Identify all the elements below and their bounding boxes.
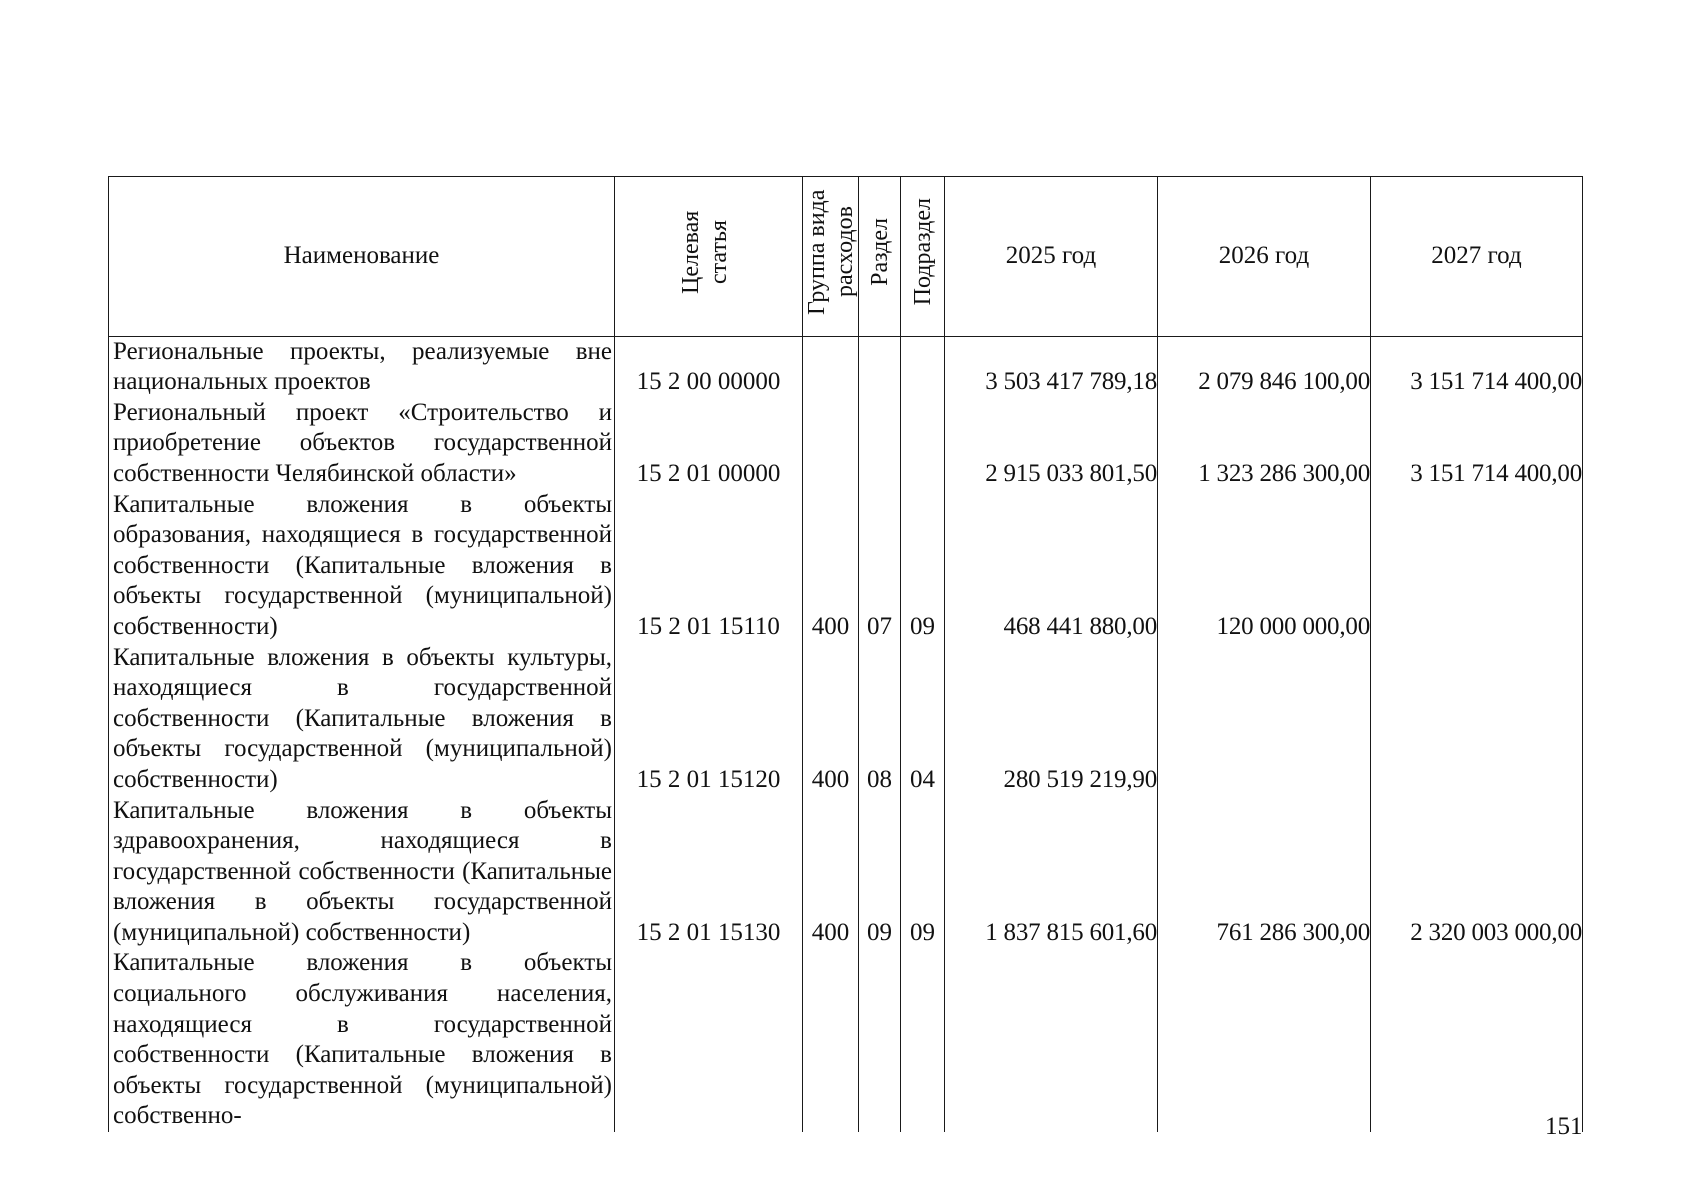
row-subsection [901, 398, 945, 490]
row-target-article [615, 948, 803, 1132]
row-subsection: 09 [901, 796, 945, 949]
row-subsection: 09 [901, 490, 945, 643]
row-amount-2027 [1371, 948, 1583, 1132]
row-name: Капитальные вложения в объекты образования, находящиеся в государственной собственности (Капитальные вложения в объекты государственной (муниципальной) собственности) [109, 490, 615, 643]
row-section [859, 948, 901, 1132]
row-amount-2025: 280 519 219,90 [945, 643, 1158, 796]
row-amount-2025: 2 915 033 801,50 [945, 398, 1158, 490]
row-expense-group [803, 398, 859, 490]
row-name: Капитальные вложения в объекты социального обслуживания населения, находящиеся в государственной собственности (Капитальные вложения в объекты государственной (муниципальной) собственно- [109, 948, 615, 1132]
budget-table [108, 176, 1583, 1132]
row-section: 07 [859, 490, 901, 643]
header-target-article [615, 177, 803, 337]
row-amount-2027 [1371, 490, 1583, 643]
row-amount-2027 [1371, 643, 1583, 796]
row-target-article: 15 2 01 00000 [615, 398, 803, 490]
row-expense-group: 400 [803, 490, 859, 643]
header-2026: 2026 год [1158, 177, 1371, 337]
row-section [859, 336, 901, 398]
row-amount-2027: 2 320 003 000,00 [1371, 796, 1583, 949]
table-row [109, 948, 1583, 1132]
table-row [109, 643, 1583, 796]
header-expense-group-label: Группа вида расходов [804, 189, 858, 315]
row-amount-2026 [1158, 948, 1371, 1132]
row-amount-2026: 761 286 300,00 [1158, 796, 1371, 949]
row-target-article: 15 2 01 15120 [615, 643, 803, 796]
row-target-article: 15 2 01 15110 [615, 490, 803, 643]
header-subsection-label: Подраздел [909, 198, 936, 306]
row-amount-2026: 120 000 000,00 [1158, 490, 1371, 643]
row-section: 09 [859, 796, 901, 949]
row-subsection [901, 948, 945, 1132]
row-section: 08 [859, 643, 901, 796]
row-amount-2026: 2 079 846 100,00 [1158, 336, 1371, 398]
row-subsection: 04 [901, 643, 945, 796]
row-amount-2026: 1 323 286 300,00 [1158, 398, 1371, 490]
page-number: 151 [1545, 1113, 1583, 1140]
row-expense-group: 400 [803, 643, 859, 796]
row-name: Капитальные вложения в объекты здравоохранения, находящиеся в государственной собственности (Капитальные вложения в объекты государственной (муниципальной) собственности) [109, 796, 615, 949]
row-target-article: 15 2 00 00000 [615, 336, 803, 398]
table-header-row [109, 177, 1583, 337]
row-target-article: 15 2 01 15130 [615, 796, 803, 949]
row-name: Региональный проект «Строительство и приобретение объектов государственной собственности Челябинской области» [109, 398, 615, 490]
header-2027: 2027 год [1371, 177, 1583, 337]
row-amount-2026 [1158, 643, 1371, 796]
header-expense-group [803, 177, 859, 337]
row-name: Капитальные вложения в объекты культуры, находящиеся в государственной собственности (Капитальные вложения в объекты государственной (муниципальной) собственности) [109, 643, 615, 796]
header-section [859, 177, 901, 337]
header-target-article-label: Целевая статья [677, 210, 732, 294]
table-row [109, 490, 1583, 643]
table-row [109, 796, 1583, 949]
row-amount-2027: 3 151 714 400,00 [1371, 398, 1583, 490]
header-2025: 2025 год [945, 177, 1158, 337]
header-section-label: Раздел [866, 218, 893, 286]
row-amount-2025 [945, 948, 1158, 1132]
row-expense-group [803, 948, 859, 1132]
row-section [859, 398, 901, 490]
row-amount-2025: 3 503 417 789,18 [945, 336, 1158, 398]
row-expense-group: 400 [803, 796, 859, 949]
row-amount-2025: 1 837 815 601,60 [945, 796, 1158, 949]
budget-table-area [108, 176, 1582, 1130]
table-row [109, 398, 1583, 490]
row-expense-group [803, 336, 859, 398]
row-amount-2027: 3 151 714 400,00 [1371, 336, 1583, 398]
header-subsection [901, 177, 945, 337]
row-name: Региональные проекты, реализуемые вне национальных проектов [109, 336, 615, 398]
table-row [109, 336, 1583, 398]
row-subsection [901, 336, 945, 398]
row-amount-2025: 468 441 880,00 [945, 490, 1158, 643]
header-name: Наименование [109, 177, 615, 337]
